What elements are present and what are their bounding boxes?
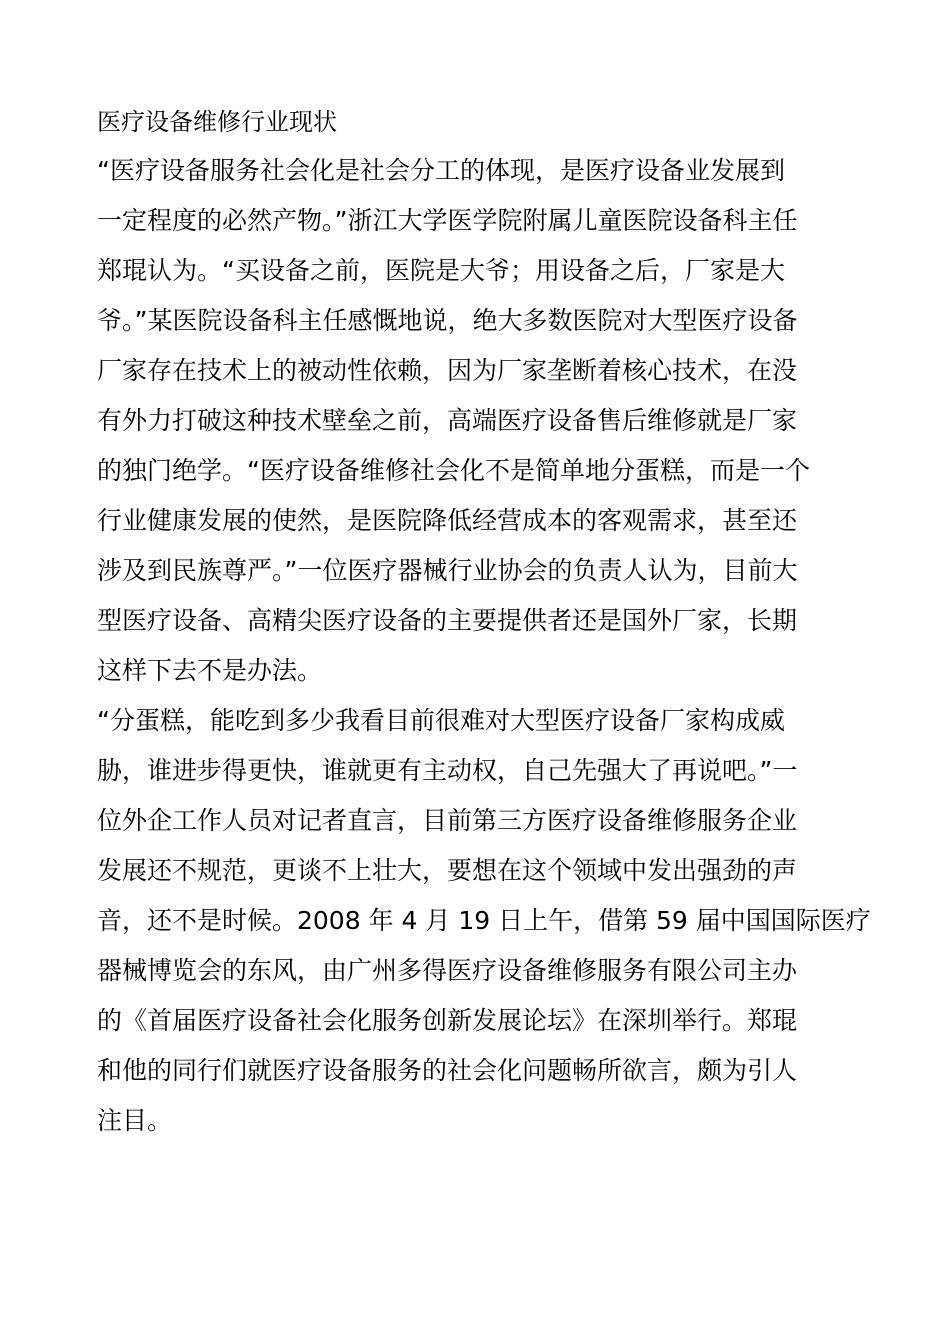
paragraph-2 bbox=[97, 696, 871, 1146]
text-line: “医疗设备服务社会化是社会分工的体现，是医疗设备业发展到 bbox=[97, 156, 785, 185]
text-line: 位外企工作人员对记者直言，目前第三方医疗设备维修服务企业 bbox=[97, 806, 798, 835]
text-line: 发展还不规范，更谈不上壮大，要想在这个领域中发出强劲的声 bbox=[97, 856, 798, 885]
document-title: 医疗设备维修行业现状 bbox=[97, 108, 337, 136]
text-line: 这样下去不是办法。 bbox=[97, 656, 323, 685]
text-line: 爷。”某医院设备科主任感慨地说，绝大多数医院对大型医疗设备 bbox=[97, 306, 798, 335]
text-line: “分蛋糕，能吃到多少我看目前很难对大型医疗设备厂家构成威 bbox=[97, 706, 785, 735]
text-line: 行业健康发展的使然，是医院降低经营成本的客观需求，甚至还 bbox=[97, 506, 798, 535]
text-line: 和他的同行们就医疗设备服务的社会化问题畅所欲言，颇为引人 bbox=[97, 1056, 798, 1085]
text-line: 有外力打破这种技术壁垒之前，高端医疗设备售后维修就是厂家 bbox=[97, 406, 798, 435]
text-line: 一定程度的必然产物。”浙江大学医学院附属儿童医院设备科主任 bbox=[97, 206, 798, 235]
text-line: 的《首届医疗设备社会化服务创新发展论坛》在深圳举行。郑琨 bbox=[97, 1006, 798, 1035]
text-line: 胁，谁进步得更快，谁就更有主动权，自己先强大了再说吧。”一 bbox=[97, 756, 798, 785]
text-line: 涉及到民族尊严。”一位医疗器械行业协会的负责人认为，目前大 bbox=[97, 556, 798, 585]
text-line: 器械博览会的东风，由广州多得医疗设备维修服务有限公司主办 bbox=[97, 956, 798, 985]
text-line: 注目。 bbox=[97, 1106, 173, 1135]
text-line: 音，还不是时候。2008 年 4 月 19 日上午，借第 59 届中国国际医疗 bbox=[97, 906, 871, 935]
text-line: 的独门绝学。“医疗设备维修社会化不是简单地分蛋糕，而是一个 bbox=[97, 456, 810, 485]
text-line: 厂家存在技术上的被动性依赖，因为厂家垄断着核心技术，在没 bbox=[97, 356, 798, 385]
paragraph-1 bbox=[97, 146, 857, 696]
text-line: 郑琨认为。“买设备之前，医院是大爷；用设备之后，厂家是大 bbox=[97, 256, 785, 285]
text-line: 型医疗设备、高精尖医疗设备的主要提供者还是国外厂家，长期 bbox=[97, 606, 798, 635]
